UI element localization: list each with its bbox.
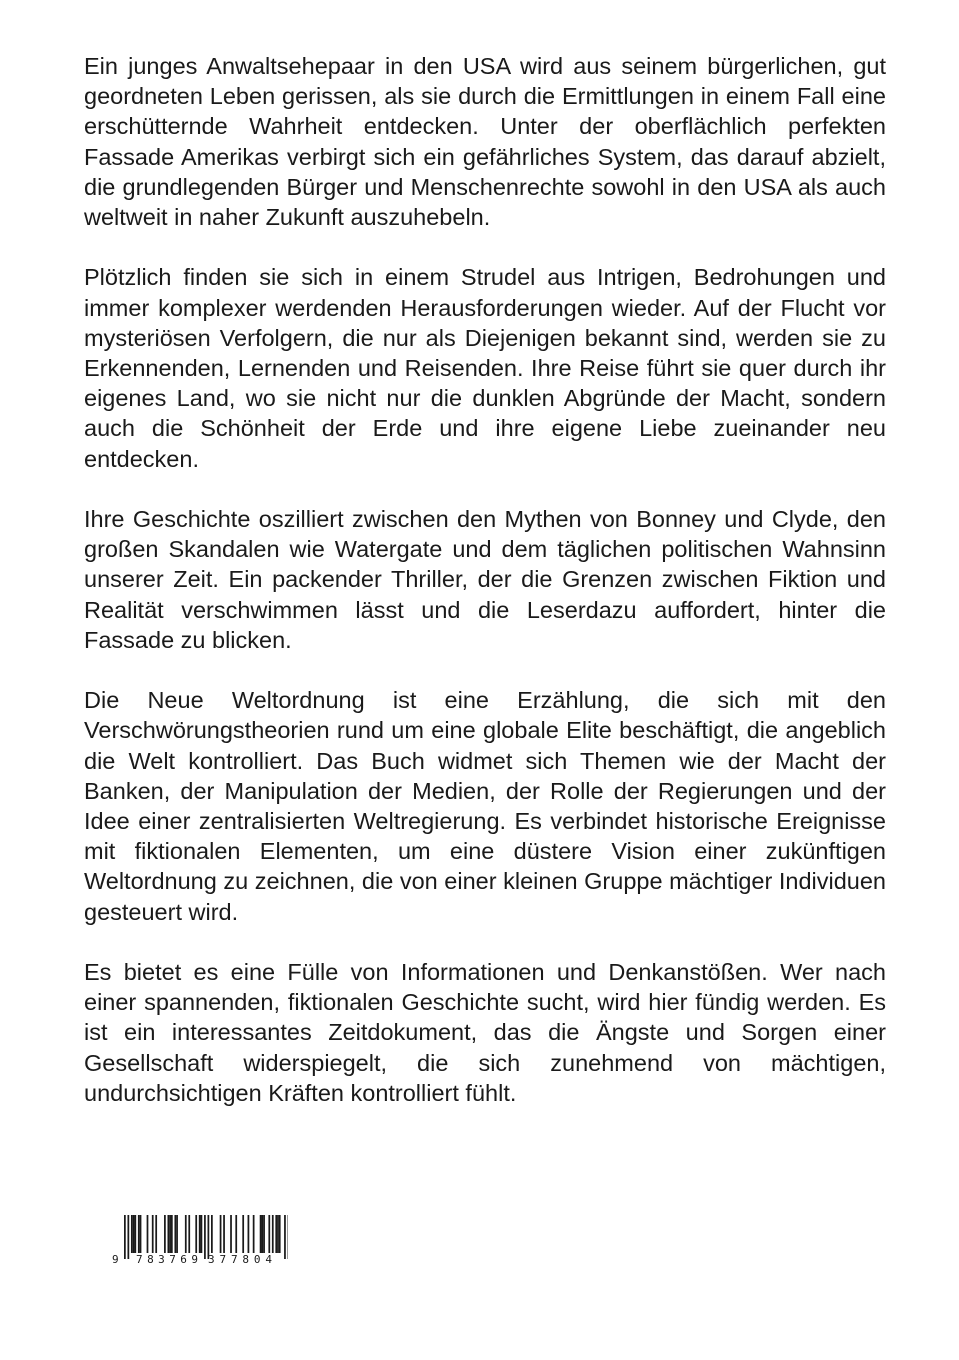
barcode-bar [147, 1215, 149, 1253]
barcode-bar [248, 1215, 250, 1253]
barcode-first-digit: 9 [112, 1253, 119, 1265]
barcode-bar [277, 1215, 279, 1253]
barcode-bar [188, 1215, 190, 1253]
barcode-right-digits: 377804 [208, 1253, 272, 1265]
barcode-bar [140, 1215, 142, 1253]
paragraph-1: Ein junges Anwaltsehepaar in den USA wird aus seinem bürgerlichen, gut geordneten Leben gerissen, als sie durch die Ermittlungen in einem Fall eine erschütternde Wahrheit entdecken. Unter der oberflächlich perfekten Fassade Amerikas verbirgt sich ein gefährliches System, das darauf abzielt, die grundlegenden Bürger und Menschenrechte sowohl in den USA als auch weltweit in naher Zukunft auszuhebeln. [84, 53, 886, 231]
barcode-bar [242, 1215, 244, 1253]
barcode-bar [169, 1215, 171, 1253]
barcode-guard-bar [127, 1215, 129, 1259]
blurb-text [84, 51, 886, 1138]
barcode-bar [199, 1215, 201, 1253]
barcode-bar [171, 1215, 173, 1253]
barcode-bar [220, 1215, 222, 1253]
barcode-left-digits: 783769 [136, 1253, 198, 1265]
barcode-bar [261, 1215, 263, 1253]
barcode-guard-bar [204, 1215, 206, 1259]
barcode-bar [152, 1215, 154, 1253]
barcode-bar [155, 1215, 157, 1253]
barcode-bar [201, 1215, 203, 1253]
barcode-bar [230, 1215, 232, 1253]
barcode-bar [275, 1215, 277, 1253]
barcode-bar [260, 1215, 262, 1253]
barcode-graphic [108, 1213, 288, 1265]
paragraph-5: Es bietet es eine Fülle von Informationen und Denkanstößen. Wer nach einer spannenden, fiktionalen Geschichte sucht, wird hier fündig werden. Es ist ein interessantes Zeitdokument, das die Ängste und Sorgen einer Gesellschaft widerspiegelt, die sich zunehmend von mächtigen, undurchsichtigen Kräften kontrolliert fühlt. [84, 959, 886, 1106]
isbn-barcode [108, 1213, 288, 1265]
barcode-bar [268, 1215, 270, 1253]
paragraph-3: Ihre Geschichte oszilliert zwischen den Mythen von Bonney und Clyde, den großen Skandalen wie Watergate und dem täglichen politischen Wahnsinn unserer Zeit. Ein packender Thriller, der die Grenzen zwischen Fiktion und Realität verschwimmen lässt und die Leserdazu auffordert, hinter die Fassade zu blicken. [84, 506, 886, 653]
barcode-bar [168, 1215, 170, 1253]
barcode-bar [176, 1215, 178, 1253]
barcode-bar [138, 1215, 140, 1253]
barcode-bar [263, 1215, 265, 1253]
barcode-bar [211, 1215, 213, 1253]
barcode-bar [164, 1215, 166, 1253]
barcode-bar [235, 1215, 237, 1253]
barcode-bar [279, 1215, 281, 1253]
barcode-bar [253, 1215, 255, 1253]
barcode-bar [185, 1215, 187, 1253]
paragraph-2: Plötzlich finden sie sich in einem Strudel aus Intrigen, Bedrohungen und immer komplexer werdenden Herausforderungen wieder. Auf der Flucht vor mysteriösen Verfolgern, die nur als Diejenigen bekannt sind, werden sie zu Erkennenden, Lernenden und Reisenden. Ihre Reise führt sie quer durch ihr eigenes Land, wo sie nicht nur die dunklen Abgründe der Macht, sondern auch die Schönheit der Erde und ihre eigene Liebe zueinander neu entdecken. [84, 264, 886, 472]
barcode-bar [195, 1215, 197, 1253]
barcode-bar [174, 1215, 176, 1253]
barcode-bar [131, 1215, 133, 1253]
barcode-bar [133, 1215, 135, 1253]
barcode-bar [223, 1215, 225, 1253]
barcode-bar [272, 1215, 274, 1253]
barcode-guard-bar [124, 1215, 126, 1259]
barcode-guard-bar [284, 1215, 286, 1259]
barcode-bar [134, 1215, 136, 1253]
paragraph-4: Die Neue Weltordnung ist eine Erzählung, die sich mit den Verschwörungstheorien rund um eine globale Elite beschäftigt, die angeblich die Welt kontrolliert. Das Buch widmet sich Themen wie der Macht der Banken, der Manipulation der Medien, der Rolle der Regierungen und der Idee einer zentralisierten Weltregierung. Es verbindet historische Ereignisse mit fiktionalen Elementen, um eine düstere Vision einer zukünftigen Weltordnung zu zeichnen, die von einer kleinen Gruppe mächtiger Individuen gesteuert wird. [84, 687, 886, 925]
